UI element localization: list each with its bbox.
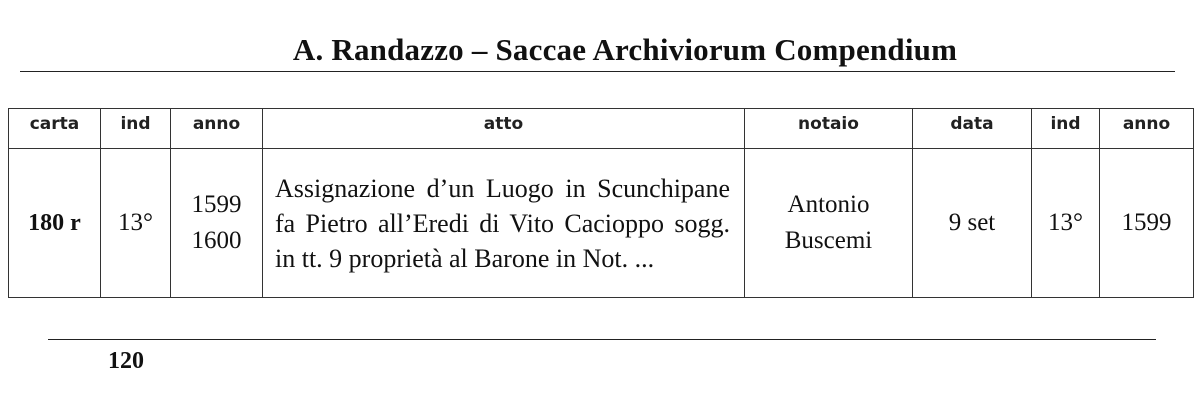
cell-ind-2: 13° (1032, 149, 1100, 298)
cell-anno-line-2: 1600 (191, 227, 242, 254)
header-ind: ind (101, 109, 171, 149)
page-title: A. Randazzo – Saccae Archiviorum Compendium (292, 32, 958, 67)
cell-anno (171, 149, 263, 298)
cell-carta: 180 r (9, 149, 101, 298)
cell-notaio-line-2: Buscemi (784, 227, 873, 254)
header-atto: atto (263, 109, 745, 149)
header-notaio: notaio (745, 109, 913, 149)
table-row (9, 149, 1194, 298)
cell-data: 9 set (913, 149, 1032, 298)
records-table (8, 108, 1194, 298)
cell-ind: 13° (101, 149, 171, 298)
cell-atto: Assignazione d’un Luogo in Scunchipane fa Pietro all’Eredi di Vito Cacioppo sogg. in tt. 9 proprietà al Barone in Not. ... (263, 149, 745, 298)
cell-anno-2: 1599 (1100, 149, 1194, 298)
bottom-rule (48, 339, 1156, 340)
cell-anno-line-1: 1599 (191, 191, 242, 218)
cell-notaio (745, 149, 913, 298)
header-anno-2: anno (1100, 109, 1194, 149)
header-carta: carta (9, 109, 101, 149)
page-number: 120 (108, 348, 144, 374)
header-ind-2: ind (1032, 109, 1100, 149)
header-row (9, 109, 1194, 149)
top-rule (20, 71, 1175, 72)
cell-notaio-line-1: Antonio (787, 191, 870, 218)
header-anno: anno (171, 109, 263, 149)
header-data: data (913, 109, 1032, 149)
